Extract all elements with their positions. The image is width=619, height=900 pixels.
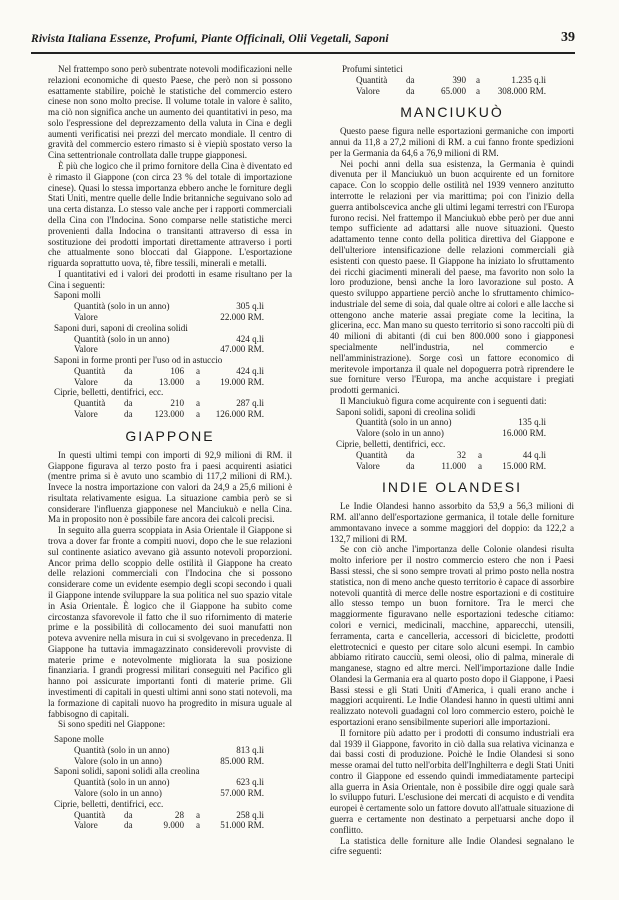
paragraph: Nei pochi anni della sua esistenza, la Germania è quindi divenuta per il Manciukuò un buon acquirente ed un fornitore capace. Con lo scoppio delle ostilità nel 1939 vennero anzitutto interrotte le relazioni per via marittima; poi con l'inizio della guerra antibolscevica anche gli ultimi legami terrestri con l'Europa furono recisi. Nel frattempo il Manciukuò ebbe però per due anni tempo sufficiente ad adattarsi alle nuove situazioni. Questo adattamento tenne conto della politica direttiva del Giappone e dell'ulteriore intensificazione delle relazioni commerciali già esistenti con questo paese. Il Giappone ha iniziato lo sfruttamento dei ricchi giacimenti minerali del paese, ma favorito non solo la loro produzione, bensì anche la loro lavorazione sul posto. A questo sviluppo appartiene perciò anche lo sfruttamento chimico-industriale del seme di soia, dal quale oltre ai colori e alle lacche si ottengono anche materie assai pregiate come la lecitina, la glicerina, ecc. Man mano su questo territorio si sono raccolti più di 40 milioni di abitanti (di cui ben 800.000 sono i giapponesi specialmente nell'industria, nel commercio e nell'amministrazione). Sorge così un fattore economico di meritevole importanza il quale nel dopoguerra potrà riprendere le sue forniture verso l'Europa, ma anche acquistare i pregiati prodotti germanici. [330, 158, 574, 396]
stat-row: Quantità da 390 a 1.235 q.li [356, 74, 546, 85]
item-category: Ciprie, belletti, dentifrici, ecc. [336, 439, 446, 449]
paragraph: Se con ciò anche l'importanza delle Colonie olandesi risulta molto inferiore per il nostro commercio estero che non i Paesi Bassi stessi, che si sono sempre trovati al primo posto nella nostra statistica, non di meno anche questo territorio è capace di assorbire notevoli quantità di merce delle nostre esportazioni e di costituire allo stesso tempo un buon fornitore. Tra le merci che maggiormente figuravano nelle esportazioni tedesche citiamo: colori e vernici, medicinali, macchine, apparecchi, utensili, ferramenta, carta e cancelleria, accessori di biciclette, prodotti elettrotecnici e questo per citare solo alcuni esempi. In cambio abbiamo ritirato caucciù, semi oleosi, olio di palma, minerale di manganese, stagno ed altre merci. Nell'importazione dalle Indie Olandesi la Germania era al quarto posto dopo il Giappone, i Paesi Bassi stessi e gli Stati Uniti d'America, i quali erano anche i maggiori acquirenti. Le Indie Olandesi hanno in questi ultimi anni realizzato notevoli guadagni col loro commercio estero, poichè le esportazioni erano sensibilmente superiori alle importazioni. [330, 544, 574, 727]
giappone-stats [48, 734, 292, 831]
item-category: Saponi molli [54, 290, 101, 301]
paragraph: Questo paese figura nelle esportazioni germaniche con importi annui da 11,8 a 27,2 milioni di RM. a cui fanno fronte spedizioni per la Germania da 64,6 a 76,9 milioni di RM. [330, 126, 574, 158]
stat-row: Valore (solo in un anno) 85.000 RM. [74, 755, 264, 766]
paragraph: I quantitativi ed i valori dei prodotti in esame risultano per la Cina i seguenti: [48, 268, 292, 290]
stat-row: Valore da 123.000 a 126.000 RM. [74, 409, 264, 419]
stat-row: Quantità (solo in un anno) 424 q.li [74, 333, 264, 344]
paragraph: Il Manciukuò figura come acquirente con i seguenti dati: [340, 395, 547, 406]
paragraph: È più che logico che il primo fornitore della Cina è diventato ed è rimasto il Giappone (con circa 23 % del totale di importazione cinese). Quasi lo stessa importanza ebbero anche le forniture degli Stati Uniti, mentre quelle delle Indie britanniche seguivano solo ad una certa distanza. Lo stesso vale anche per i rapporti commerciali della Cina con l'Indocina. Sono comparse nelle statistiche merci provenienti dalla Indocina o transitanti attraverso di essa in sostituzione dei prodotti importati direttamente attraverso i porti che attualmente sono bloccati dal Giappone. L'esportazione riguarda soprattutto uova, tè, fibre tessili, minerali e metalli. [48, 161, 292, 269]
stat-row: Valore 47.000 RM. [74, 344, 264, 355]
cina-stats [48, 290, 292, 419]
right-column [330, 64, 574, 857]
manciukuo-stats [330, 407, 574, 472]
stat-row: Quantità da 28 a 258 q.li [74, 809, 264, 820]
running-header: Rivista Italiana Essenze, Profumi, Piante Officinali, Olii Vegetali, Saponi [31, 32, 389, 45]
stat-row: Quantità da 106 a 424 q.li [74, 365, 264, 376]
stat-row: Quantità (solo in un anno) 135 q.li [356, 417, 546, 428]
stat-row: Quantità (solo in un anno) 813 q.li [74, 744, 264, 755]
stat-row: Valore da 11.000 a 15.000 RM. [356, 460, 546, 471]
stat-row: Valore da 65.000 a 308.000 RM. [356, 85, 546, 96]
stat-row: Valore (solo in un anno) 57.000 RM. [74, 788, 264, 798]
stat-row: Valore da 13.000 a 19.000 RM. [74, 376, 264, 387]
item-category: Ciprie, belletti, dentifrici, ecc. [54, 387, 164, 398]
stat-row: Valore (solo in un anno) 16.000 RM. [356, 428, 546, 439]
header-rule [31, 52, 575, 54]
paragraph: Il fornitore più adatto per i prodotti di consumo industriali era dal 1939 il Giappone, favorito in ciò dalla sua relativa vicinanza e dai bassi costi di produzione. Poichè le Indie Olandesi si sono messe oramai del tutto nell'orbita dell'Inghilterra e degli Stati Uniti contro il Giappone ed essendo quindi immediatamente partecipi alla guerra in Asia Orientale, non è possibile dire oggi quale sarà lo sviluppo futuri. L'esclusione dei mercati di acquisto e di vendita europei è certamente solo un fattore dovuto all'attuale situazione di guerra e certamente non destinato a perpetuarsi anche dopo il conflitto. [330, 727, 574, 835]
stat-row: Valore 22.000 RM. [74, 311, 264, 322]
page-number: 39 [561, 30, 575, 45]
item-category: Saponi solidi, saponi solidi alla creolina [54, 766, 200, 777]
section-heading-manciukuo: MANCIUKUÒ [400, 104, 504, 121]
item-category: Profumi sintetici [342, 64, 403, 74]
paragraph: La statistica delle forniture alle Indie Olandesi segnalano le cifre seguenti: [330, 835, 574, 857]
paragraph: Nel frattempo sono però subentrate notevoli modificazioni nelle relazioni economiche di questo Paese, che però non si possono esattamente stabilire, poichè le statistiche del commercio estero cinese non sono molto precise. Il volume totale in valore è salito, ma ciò non significa anche un aumento dei quantitativi in peso, ma solo l'espressione del deprezzamento della valuta in Cina e degli aumenti verificatisi nei prezzi del mercato mondiale. Il centro di gravità del commercio estero rimasto si è viepiù spostato verso la Cina settentrionale controllata dalle truppe giapponesi. [48, 64, 292, 161]
left-column [48, 64, 292, 831]
paragraph: In questi ultimi tempi con importi di 92,9 milioni di RM. il Giappone figurava al terzo posto fra i paesi acquirenti asiatici (mentre prima si è avuto uno scambio di 117,2 milioni di RM.). Invece la nostra importazione con valori da 24,9 a 25,6 milioni è risultata relativamente esigua. La situazione cambia però se si considerare l'influenza giapponese nel Manciukuò e nella Cina. Ma in proposito non è possibile fare ancora dei calcoli precisi. [48, 449, 292, 525]
item-category: Saponi solidi, saponi di creolina solidi [336, 406, 476, 417]
paragraph: In seguito alla guerra scoppiata in Asia Orientale il Giappone si trova a dover far fronte a compiti nuovi, dopo che le sue relazioni sul continente asiatico avevano già assunto notevoli proporzioni. Ancor prima dello scoppio delle ostilità il Giappone ha creato delle relazioni commerciali con l'Indocina che si possono considerare come un evidente esempio degli scopi secondo i quali il Giappone intende sviluppare la sua politica nel suo spazio vitale in Asia Orientale. È logico che il Giappone ha subìto come circostanza sfavorevole il fatto che il suo rifornimento di materie prime e la possibilità di collocamento dei suoi manufatti non poteva avvenire nella misura in cui si svolgevano in precedenza. Il Giappone ha tuttavia immagazzinato considerevoli provviste di materie prime e notevolmente migliorata la sua posizione finanziaria. I grandi progressi militari conseguiti nel Pacifico gli hanno poi assicurate importanti fonti di materie prime. Gli investimenti di capitali in questi ultimi anni sono stati notevoli, ma la formazione di capitali nuovo ha progredito in misura uguale al fabbisogno di capitali. [48, 525, 292, 719]
stat-row: Quantità (solo in un anno) 623 q.li [74, 777, 264, 788]
profumi-stats [330, 64, 574, 96]
item-category: Sapone molle [54, 734, 104, 745]
section-heading-giappone: GIAPPONE [125, 427, 215, 444]
stat-row: Quantità da 32 a 44 q.li [356, 449, 546, 460]
item-category: Saponi duri, saponi di creolina solidi [54, 322, 188, 333]
item-category: Saponi in forme pronti per l'uso od in astuccio [54, 355, 223, 366]
paragraph: Le Indie Olandesi hanno assorbito da 53,9 a 56,3 milioni di RM. all'anno dell'esportazione germanica, il totale delle forniture ammontavano invece a somme maggiori del doppio: da 122,2 a 132,7 milioni di RM. [330, 501, 574, 544]
item-category: Ciprie, belletti, dentifrici, ecc. [54, 798, 164, 809]
paragraph: Si sono spediti nel Giappone: [58, 719, 166, 730]
section-heading-indie-olandesi: INDIE OLANDESI [381, 479, 523, 496]
stat-row: Quantità (solo in un anno) 305 q.li [74, 301, 264, 312]
stat-row: Quantità da 210 a 287 q.li [74, 398, 264, 409]
stat-row: Valore da 9.000 a 51.000 RM. [74, 820, 264, 831]
